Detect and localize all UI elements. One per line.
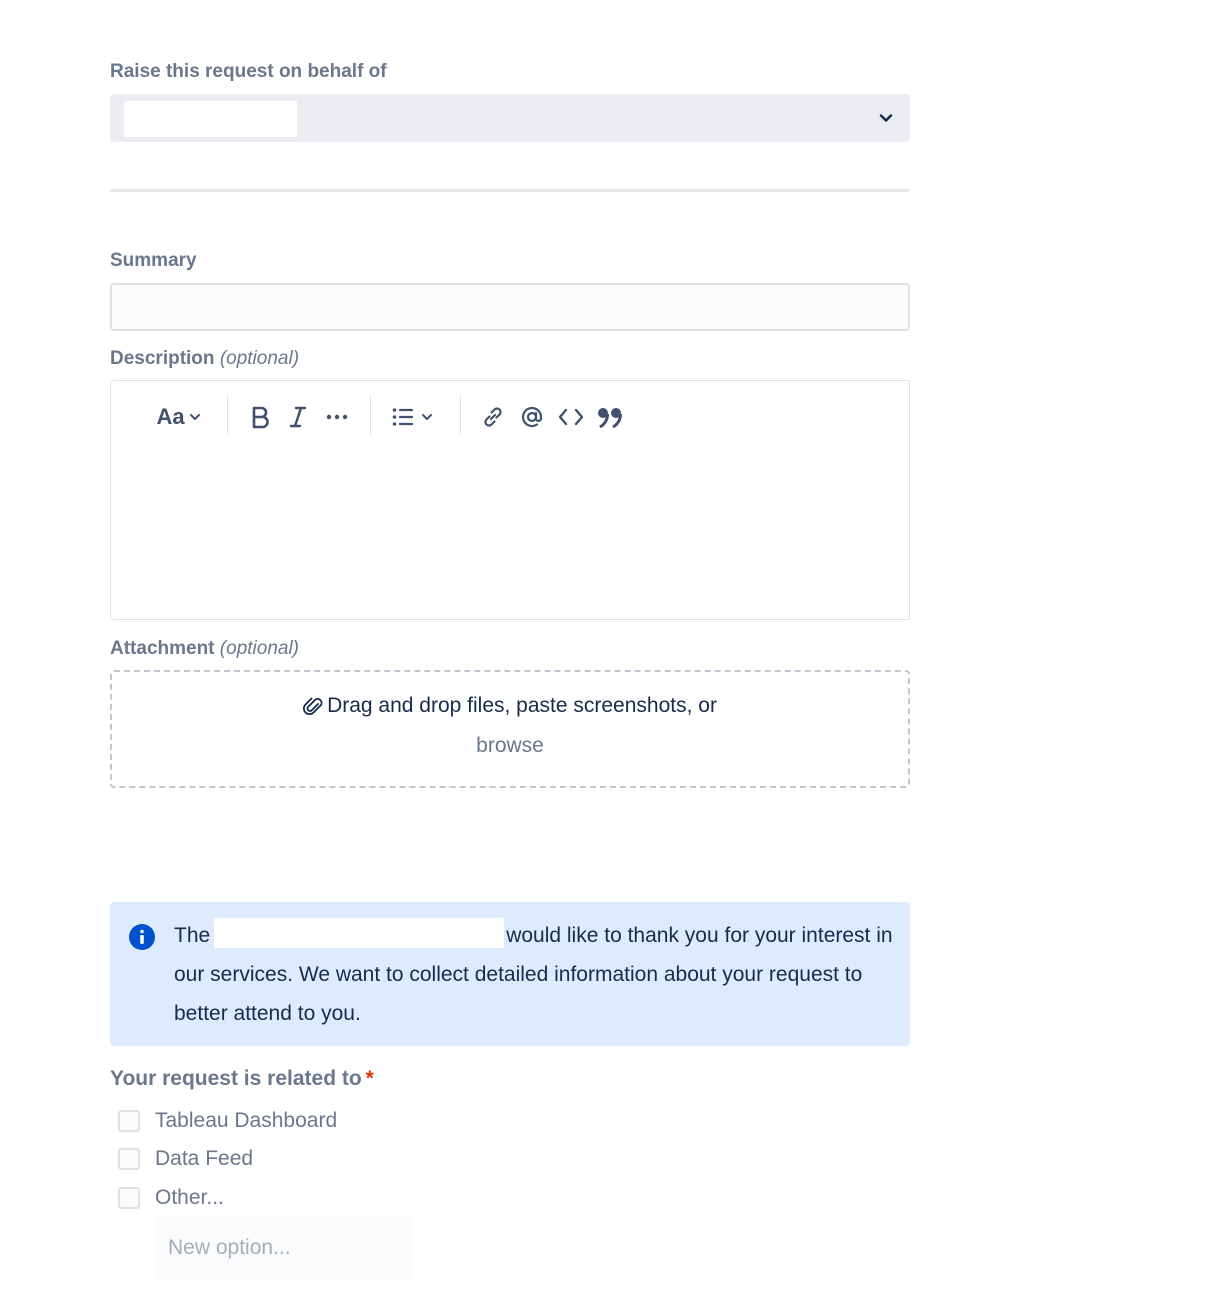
description-editor[interactable]: [110, 380, 910, 620]
italic-icon: [287, 405, 309, 429]
checkbox-label: Tableau Dashboard: [155, 1109, 338, 1132]
info-suffix: would like to thank you for your interest in our services. We want to collect detailed information about your request to better attend to you.: [174, 924, 893, 1025]
checkbox[interactable]: [118, 1110, 140, 1132]
dropzone-text: Drag and drop files, paste screenshots, or: [327, 694, 717, 717]
checkbox-option-data-feed[interactable]: [118, 1144, 253, 1174]
code-icon: [558, 407, 584, 427]
related-label: [110, 1067, 374, 1091]
browse-link[interactable]: browse: [476, 734, 544, 757]
chevron-down-icon: [188, 410, 202, 424]
mention-button[interactable]: [516, 399, 548, 435]
more-formatting-button[interactable]: [321, 399, 353, 435]
summary-input[interactable]: [110, 283, 910, 331]
behalf-label: Raise this request on behalf of: [110, 61, 387, 82]
checkbox[interactable]: [118, 1187, 140, 1209]
text-style-icon: Aa: [156, 404, 185, 429]
italic-button[interactable]: [282, 399, 314, 435]
new-option-field[interactable]: [155, 1216, 411, 1280]
quote-icon: [597, 406, 623, 428]
list-button[interactable]: [387, 399, 439, 435]
checkbox-label: Data Feed: [155, 1147, 254, 1170]
optional-hint: (optional): [219, 638, 300, 659]
attachment-label-text: Attachment: [110, 638, 215, 659]
info-message: [174, 916, 894, 1033]
info-prefix: The: [174, 924, 211, 947]
behalf-select[interactable]: [110, 94, 910, 142]
section-divider: [110, 189, 910, 192]
link-icon: [481, 405, 505, 429]
bold-button[interactable]: [244, 399, 276, 435]
bullet-list-icon: [392, 407, 414, 427]
code-button[interactable]: [554, 399, 588, 435]
redacted-organization-name: [214, 918, 504, 948]
info-panel: [110, 902, 910, 1046]
checkbox-option-other[interactable]: [118, 1183, 224, 1213]
chevron-down-icon: [876, 108, 896, 128]
more-formatting-icon: [326, 413, 348, 421]
toolbar-separator: [370, 395, 371, 435]
checkbox[interactable]: [118, 1148, 140, 1170]
toolbar-separator: [227, 395, 228, 435]
text-style-button[interactable]: [151, 399, 207, 435]
description-label: [110, 348, 299, 370]
bold-icon: [249, 405, 271, 429]
summary-label: Summary: [110, 250, 197, 271]
chevron-down-icon: [420, 410, 434, 424]
attachment-dropzone[interactable]: [110, 670, 910, 788]
attachment-label: [110, 638, 299, 660]
mention-icon: [520, 405, 544, 429]
required-marker: *: [365, 1067, 374, 1090]
checkbox-label: Other...: [155, 1186, 224, 1209]
link-button[interactable]: [477, 399, 509, 435]
optional-hint: (optional): [219, 348, 300, 369]
related-label-text: Your request is related to: [110, 1067, 362, 1090]
paperclip-icon: [303, 695, 323, 717]
checkbox-option-tableau-dashboard[interactable]: [118, 1106, 337, 1136]
info-icon: [129, 924, 155, 950]
toolbar-separator: [460, 395, 461, 435]
quote-button[interactable]: [593, 399, 627, 435]
description-label-text: Description: [110, 348, 215, 369]
behalf-selected-value: [124, 101, 297, 137]
new-option-input[interactable]: [155, 1216, 411, 1280]
